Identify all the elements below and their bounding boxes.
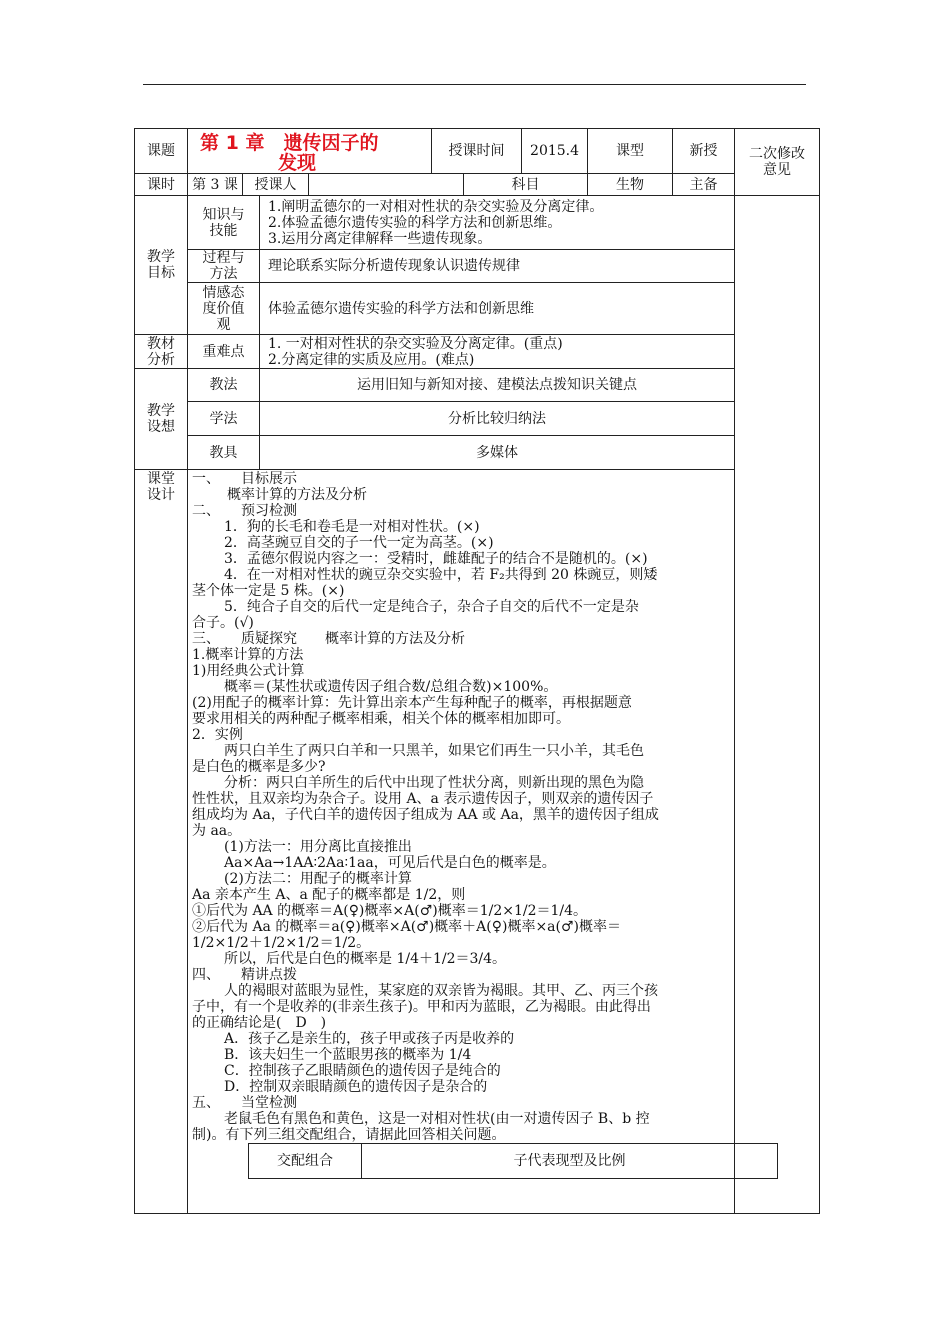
teaching-tools-label: 教具 (188, 436, 260, 470)
body-text: (1)方法一：用分离比直接推出 (224, 839, 412, 855)
objectives-label-line2: 目标 (147, 265, 175, 281)
emotion-label-line: 观 (216, 316, 231, 333)
body-text: 概率＝(某性状或遗传因子组合数/总组合数)×100%。 (224, 679, 558, 695)
design-label (135, 369, 188, 470)
teacher-value (309, 174, 464, 196)
subject-value: 生物 (588, 174, 673, 196)
body-text: 4．在一对相对性状的豌豆杂交实验中，若 F₂共得到 20 株豌豆，则矮 (224, 567, 658, 583)
option-text: B．该夫妇生一个蓝眼男孩的概率为 1/4 (224, 1047, 472, 1063)
body-text: 是白色的概率是多少? (192, 759, 326, 775)
classroom-label (135, 470, 188, 1214)
revision-notes-column (735, 196, 820, 1214)
body-text: ①后代为 AA 的概率＝A(♀)概率×A(♂)概率＝1/2×1/2＝1/4。 (192, 903, 588, 919)
section-heading: 一、 目标展示 (192, 471, 297, 487)
key-point-item: 1. 一对相对性状的杂交实验及分离定律。(重点) (268, 335, 563, 352)
teaching-method-content: 运用旧知与新知对接、建模法点拨知识关键点 (260, 369, 735, 402)
key-point-item: 2.分离定律的实质及应用。(难点) (268, 351, 475, 368)
body-text: Aa 亲本产生 A、a 配子的概率都是 1/2，则 (192, 887, 466, 903)
body-text: 2．高茎豌豆自交的子一代一定为高茎。(×) (224, 535, 494, 551)
revision-label-line2: 意见 (763, 162, 792, 178)
body-text: (2)用配子的概率计算：先计算出亲本产生每种配子的概率，再根据题意 (192, 695, 632, 711)
lesson-type-value: 新授 (673, 129, 735, 174)
teacher-label: 授课人 (243, 174, 309, 196)
lesson-plan-table (134, 128, 820, 1214)
material-label-line2: 分析 (147, 351, 175, 368)
knowledge-label-line2: 技能 (209, 222, 238, 239)
knowledge-item: 3.运用分离定律解释一些遗传现象。 (268, 230, 492, 247)
design-label-line2: 设想 (147, 419, 175, 435)
knowledge-label-line1: 知识与 (202, 206, 245, 223)
body-text: 1．狗的长毛和卷毛是一对相对性状。(×) (224, 519, 480, 535)
study-method-label: 学法 (188, 402, 260, 436)
section-heading: 五、 当堂检测 (192, 1095, 297, 1111)
teaching-method-label: 教法 (188, 369, 260, 402)
period-value: 第 3 课 (188, 174, 243, 196)
body-text: 茎个体一定是 5 株。(×) (192, 583, 345, 599)
header-rule (143, 84, 806, 85)
design-label-line1: 教学 (147, 403, 175, 419)
body-text: 子中，有一个是收养的(非亲生孩子)。甲和丙为蓝眼，乙为褐眼。由此得出 (192, 999, 651, 1015)
course-title-line2: 发现 (278, 152, 317, 174)
body-text: 分析：两只白羊所生的后代中出现了性状分离，则新出现的黑色为隐 (224, 775, 644, 791)
teaching-tools-content: 多媒体 (260, 436, 735, 470)
body-text: (2)方法二：用配子的概率计算 (224, 871, 412, 887)
body-text: 合子。(√) (192, 615, 254, 631)
teach-time-value: 2015.4 (522, 129, 588, 174)
revision-label-line1: 二次修改 (749, 146, 806, 162)
option-text: D．控制双亲眼睛颜色的遗传因子是杂合的 (224, 1079, 488, 1095)
emotion-label-line: 度价值 (202, 300, 245, 317)
classroom-content (188, 470, 735, 1214)
classroom-label-line2: 设计 (147, 487, 175, 503)
body-text: 5．纯合子自交的后代一定是纯合子，杂合子自交的后代不一定是杂 (224, 599, 639, 615)
mating-combinations-table (248, 1143, 778, 1179)
body-text: 为 aa。 (192, 823, 242, 839)
body-text: 2．实例 (192, 727, 243, 743)
objectives-label-line1: 教学 (147, 249, 175, 265)
lesson-type-label: 课型 (588, 129, 673, 174)
body-text: 两只白羊生了两只白羊和一只黑羊，如果它们再生一只小羊，其毛色 (224, 743, 644, 759)
course-title-label: 课题 (135, 129, 188, 174)
sub-table-header-combination: 交配组合 (249, 1144, 362, 1179)
subject-label: 科目 (464, 174, 588, 196)
emotion-label (188, 283, 260, 335)
emotion-content: 体验孟德尔遗传实验的科学方法和创新思维 (260, 283, 735, 335)
body-text: 的正确结论是( D ) (192, 1015, 327, 1031)
teach-time-label: 授课时间 (432, 129, 522, 174)
body-text: 所以，后代是白色的概率是 1/4＋1/2＝3/4。 (224, 951, 507, 967)
section-heading: 二、 预习检测 (192, 503, 297, 519)
process-label (188, 250, 260, 283)
section-heading: 三、 质疑探究 概率计算的方法及分析 (192, 631, 465, 647)
knowledge-item: 2.体验孟德尔遗传实验的科学方法和创新思维。 (268, 214, 562, 231)
section-heading: 四、 精讲点拨 (192, 967, 297, 983)
period-label: 课时 (135, 174, 188, 196)
body-text: 人的褐眼对蓝眼为显性，某家庭的双亲皆为褐眼。其甲、乙、丙三个孩 (224, 983, 658, 999)
revision-notes-header (735, 129, 820, 196)
process-label-line2: 方法 (209, 266, 238, 282)
body-text: 1.概率计算的方法 (192, 647, 304, 663)
body-text: 要求用相关的两种配子概率相乘，相关个体的概率相加即可。 (192, 711, 570, 727)
body-text: 3．孟德尔假说内容之一：受精时，雌雄配子的结合不是随机的。(×) (224, 551, 648, 567)
sub-table-header-offspring: 子代表现型及比例 (362, 1144, 778, 1179)
body-text: 1)用经典公式计算 (192, 663, 305, 679)
body-text: 组成均为 Aa，子代白羊的遗传因子组成为 AA 或 Aa，黑羊的遗传因子组成 (192, 807, 659, 823)
option-text: C．控制孩子乙眼睛颜色的遗传因子是纯合的 (224, 1063, 501, 1079)
material-label-line1: 教材 (147, 335, 175, 352)
process-content: 理论联系实际分析遗传现象认识遗传规律 (260, 250, 735, 283)
course-title-line1: 第 1 章 遗传因子的 (200, 132, 379, 154)
key-points-label: 重难点 (188, 335, 260, 369)
process-label-line1: 过程与 (202, 250, 245, 266)
lead-label: 主备 (673, 174, 735, 196)
objectives-label (135, 196, 188, 335)
body-text: 性性状，且双亲均为杂合子。设用 A、a 表示遗传因子，则双亲的遗传因子 (192, 791, 654, 807)
body-text: ②后代为 Aa 的概率＝a(♀)概率×A(♂)概率＋A(♀)概率×a(♂)概率＝ (192, 919, 621, 935)
classroom-label-line1: 课堂 (147, 471, 175, 487)
emotion-label-line: 情感态 (202, 284, 245, 301)
knowledge-label (188, 196, 260, 250)
body-text: 老鼠毛色有黑色和黄色，这是一对相对性状(由一对遗传因子 B、b 控 (224, 1111, 650, 1127)
body-text: 制)。有下列三组交配组合，请据此回答相关问题。 (192, 1127, 506, 1143)
option-text: A．孩子乙是亲生的，孩子甲或孩子丙是收养的 (224, 1031, 515, 1047)
knowledge-item: 1.阐明孟德尔的一对相对性状的杂交实验及分离定律。 (268, 198, 604, 215)
body-text: 概率计算的方法及分析 (227, 487, 367, 503)
key-points-content (260, 335, 735, 369)
body-text: 1/2×1/2＋1/2×1/2＝1/2。 (192, 935, 371, 951)
knowledge-content (260, 196, 735, 250)
course-title (188, 129, 432, 174)
material-label (135, 335, 188, 369)
study-method-content: 分析比较归纳法 (260, 402, 735, 436)
body-text: Aa×Aa→1AA∶2Aa∶1aa，可见后代是白色的概率是。 (224, 855, 556, 871)
